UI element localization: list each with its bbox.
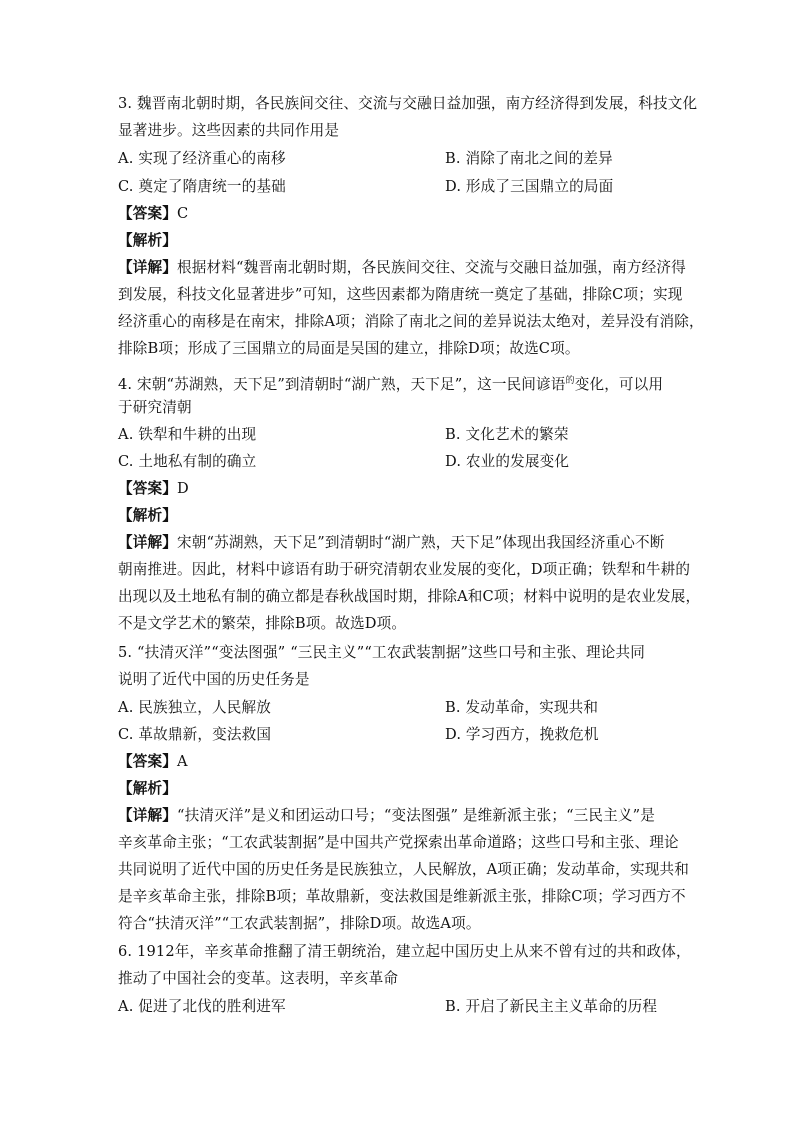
question-3-detail-line-4: 排除B项；形成了三国鼎立的局面是吴国的建立，排除D项；故选C项。	[118, 340, 580, 357]
question-3-stem-line-2: 显著进步。这些因素的共同作用是	[118, 122, 340, 139]
question-6-stem-line-2: 推动了中国社会的变革。这表明，辛亥革命	[118, 970, 399, 987]
answer-value: A	[176, 753, 188, 770]
question-5-option-b: B. 发动革命，实现共和	[445, 699, 599, 716]
question-4-detail-line-4: 不是文学艺术的繁荣，排除B项。故选D项。	[118, 615, 407, 632]
question-5-answer	[118, 752, 188, 772]
answer-label: 【答案】	[118, 480, 177, 497]
question-3-analysis-label: 【解析】	[118, 232, 177, 249]
question-3-detail-line-1	[118, 258, 686, 278]
question-4-option-a: A. 铁犁和牛耕的出现	[118, 426, 257, 443]
question-6-option-a: A. 促进了北伐的胜利进军	[118, 998, 286, 1015]
question-4-detail-line-3: 出现以及土地私有制的确立都是春秋战国时期，排除A和C项；材料中说明的是农业发展，	[118, 588, 701, 605]
answer-label: 【答案】	[118, 753, 177, 770]
detail-text: 宋朝“苏湖熟，天下足”到清朝时“湖广熟，天下足”体现出我国经济重心不断	[176, 534, 665, 551]
question-3-option-a: A. 实现了经济重心的南移	[118, 150, 286, 167]
question-5-option-a: A. 民族独立，人民解放	[118, 699, 271, 716]
question-4-stem-line-2: 于研究清朝	[118, 399, 192, 416]
detail-text: “扶清灭洋”是义和团运动口号；“变法图强” 是维新派主张；“三民主义”是	[176, 807, 656, 824]
question-4-analysis-label: 【解析】	[118, 507, 177, 524]
stem-text-continued: 变化，可以用	[574, 376, 664, 393]
question-3-option-c: C. 奠定了隋唐统一的基础	[118, 178, 286, 195]
question-5-detail-line-3: 共同说明了近代中国的历史任务是民族独立，人民解放，A项正确；发动革命，实现共和	[118, 861, 689, 878]
question-5-detail-line-1	[118, 806, 655, 826]
question-3-option-b: B. 消除了南北之间的差异	[445, 150, 613, 167]
question-4-detail-line-1	[118, 533, 665, 553]
question-3-answer	[118, 204, 188, 224]
question-4-option-d: D. 农业的发展变化	[445, 453, 570, 470]
question-5-stem-line-2: 说明了近代中国的历史任务是	[118, 671, 310, 688]
stem-text: 4. 宋朝“苏湖熟，天下足”到清朝时“湖广熟，天下足”，这一民间谚语	[118, 376, 566, 393]
question-4-option-b: B. 文化艺术的繁荣	[445, 426, 569, 443]
question-5-option-c: C. 革故鼎新，变法救国	[118, 726, 272, 743]
question-6-option-b: B. 开启了新民主主义革命的历程	[445, 998, 658, 1015]
question-5-option-d: D. 学习西方，挽救危机	[445, 726, 599, 743]
detail-label: 【详解】	[118, 807, 177, 824]
question-5-detail-line-5: 符合“扶清灭洋”“工农武装割据”，排除D项。故选A项。	[118, 915, 481, 932]
question-3-detail-line-2: 到发展，科技文化显著进步”可知，这些因素都为隋唐统一奠定了基础，排除C项；实现	[118, 286, 683, 303]
question-3-option-d: D. 形成了三国鼎立的局面	[445, 178, 614, 195]
question-3-stem-line-1: 3. 魏晋南北朝时期，各民族间交往、交流与交融日益加强，南方经济得到发展，科技文化	[118, 95, 698, 112]
detail-label: 【详解】	[118, 259, 177, 276]
answer-label: 【答案】	[118, 205, 177, 222]
answer-value: C	[176, 205, 189, 222]
question-5-detail-line-2: 辛亥革命主张；“工农武装割据”是中国共产党探索出革命道路；这些口号和主张、理论	[118, 834, 679, 851]
detail-text: 根据材料“魏晋南北朝时期，各民族间交往、交流与交融日益加强，南方经济得	[176, 259, 686, 276]
answer-value: D	[176, 480, 189, 497]
detail-label: 【详解】	[118, 534, 177, 551]
question-4-stem-line-1	[118, 371, 663, 395]
question-5-analysis-label: 【解析】	[118, 780, 177, 797]
question-5-detail-line-4: 是辛亥革命主张，排除B项；革故鼎新，变法救国是维新派主张，排除C项；学习西方不	[118, 888, 686, 905]
question-6-stem-line-1: 6. 1912年，辛亥革命推翻了清王朝统治，建立起中国历史上从来不曾有过的共和政体，	[118, 943, 691, 960]
question-4-detail-line-2: 朝南推进。因此，材料中谚语有助于研究清朝农业发展的变化，D项正确；铁犁和牛耕的	[118, 561, 691, 578]
question-5-stem-line-1: 5. “扶清灭洋”“变法图强” “三民主义”“工农武装割据”这些口号和主张、理论共同	[118, 644, 646, 661]
question-4-answer	[118, 479, 189, 499]
stem-superscript: 的	[565, 376, 575, 386]
question-3-detail-line-3: 经济重心的南移是在南宋，排除A项；消除了南北之间的差异说法太绝对，差异没有消除，	[118, 313, 704, 330]
question-4-option-c: C. 土地私有制的确立	[118, 453, 257, 470]
